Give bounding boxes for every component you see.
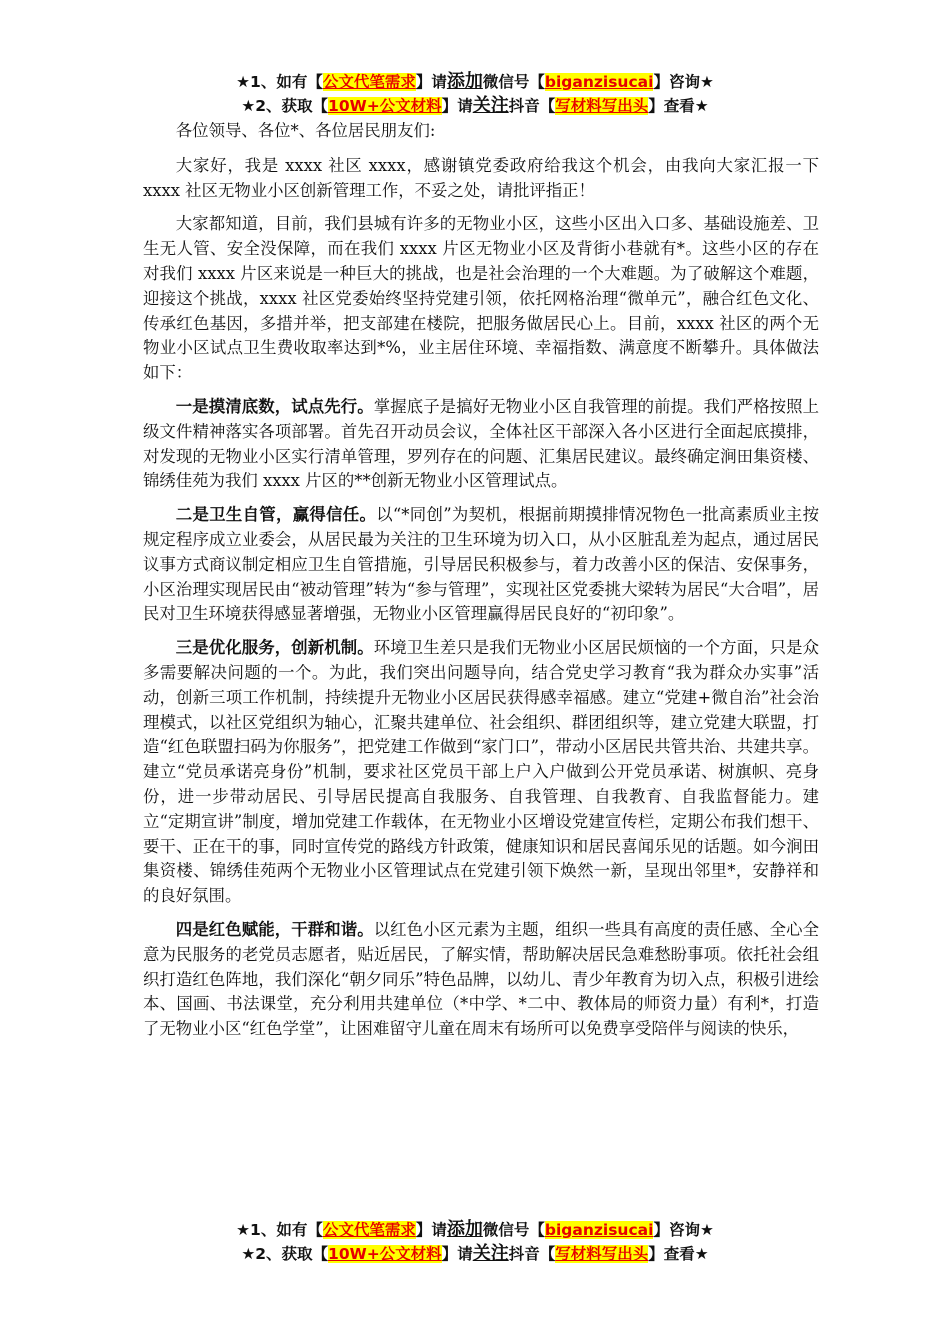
paragraph-point-4: 四是红色赋能，干群和谐。以红色小区元素为主题，组织一些具有高度的责任感、全心全意为民服务的老党员志愿者，贴近居民，了解实情，帮助解决居民急难愁盼事项。依托社会组织打造红色阵地，我们深化“朝夕同乐”特色品牌，以幼儿、青少年教育为切入点，积极引进绘本、国画、书法课堂，充分利用共建单位（*中学、*二中、教体局的师资力量）有利*，打造了无物业小区“红色学堂”，让困难留守儿童在周末有场所可以免费享受陪伴与阅读的快乐， xyxy=(143,919,820,1039)
paragraph-point-1: 一是摸清底数，试点先行。掌握底子是搞好无物业小区自我管理的前提。我们严格按照上级文件精神落实各项部署。首先召开动员会议，全体社区干部深入各小区进行全面起底摸排，对发现的无物业小区实行清单管理，罗列存在的问题、汇集居民建议。最终确定涧田集资楼、锦绣佳苑为我们 xxxx 片区的**创新无物业小区管理试点。 xyxy=(143,396,820,491)
point-heading: 二是卫生自管，赢得信任。 xyxy=(175,505,377,525)
promo-banner-bottom xyxy=(0,1218,950,1266)
paragraph-point-2: 二是卫生自管，赢得信任。以“*同创”为契机，根据前期摸排情况物色一批高素质业主按规定程序成立业委会，从居民最为关注的卫生环境为切入口，从小区脏乱差为起点，通过居民议事方式商议制定相应卫生自管措施，引导居民积极参与，着力改善小区的保洁、安保事务，小区治理实现居民由“被动管理”转为“参与管理”，实现社区党委挑大梁转为居民“大合唱”，居民对卫生环境获得感显著增强，无物业小区管理赢得居民良好的“初印象”。 xyxy=(143,505,820,624)
document-body xyxy=(143,119,819,1051)
promo-line-2: ★2、获取【10W+公文材料】请关注抖音【写材料写出头】查看★ xyxy=(241,1243,709,1264)
promo-highlight-service: 公文代笔需求 xyxy=(322,1221,416,1239)
promo-highlight-service: 公文代笔需求 xyxy=(322,73,416,91)
promo-highlight-wechat-id: biganzisucai xyxy=(544,73,654,91)
promo-line-1: ★1、如有【公文代笔需求】请添加微信号【biganzisucai】咨询★ xyxy=(236,71,714,92)
promo-line-1: ★1、如有【公文代笔需求】请添加微信号【biganzisucai】咨询★ xyxy=(236,1219,714,1240)
paragraph-point-3: 三是优化服务，创新机制。环境卫生差只是我们无物业小区居民烦恼的一个方面，只是众多需要解决问题的一个。为此，我们突出问题导向，结合党史学习教育“我为群众办实事”活动，创新三项工作机制，持续提升无物业小区居民获得感幸福感。建立“党建+微自治”社会治理模式，以社区党组织为轴心，汇聚共建单位、社会组织、群团组织等，建立党建大联盟，打造“红色联盟扫码为你服务”，把党建工作做到“家门口”，带动小区居民共管共治、共建共享。建立“党员承诺亮身份”机制，要求社区党员干部上户入户做到公开党员承诺、树旗帜、亮身份，进一步带动居民、引导居民提高自我服务、自我管理、自我教育、自我监督能力。建立“定期宣讲”制度，增加党建工作载体，在无物业小区增设党建宣传栏，定期公布我们想干、要干、正在干的事，同时宣传党的路线方针政策，健康知识和居民喜闻乐见的话题。如今涧田集资楼、锦绣佳苑两个无物业小区管理试点在党建引领下焕然一新，呈现出邻里*，安静祥和的良好氛围。 xyxy=(143,638,820,906)
promo-line-2: ★2、获取【10W+公文材料】请关注抖音【写材料写出头】查看★ xyxy=(241,95,709,116)
salutation: 各位领导、各位*、各位居民朋友们: xyxy=(175,121,436,140)
paragraph-greeting: 大家好，我是 xxxx 社区 xxxx，感谢镇党委政府给我这个机会，由我向大家汇报一下 xxxx 社区无物业小区创新管理工作，不妥之处，请批评指正！ xyxy=(143,155,819,200)
promo-highlight-materials: 10W+公文材料 xyxy=(328,97,442,115)
paragraph-background: 大家都知道，目前，我们县城有许多的无物业小区，这些小区出入口多、基础设施差、卫生无人管、安全没保障，而在我们 xxxx 片区无物业小区及背街小巷就有*。这些小区的存在对我们 xxxx 片区来说是一种巨大的挑战，也是社会治理的一个大难题。为了破解这个难题，迎接这个挑战，xxxx 社区党委始终坚持党建引领，依托网格治理“微单元”，融合红色文化、传承红色基因，多措并举，把支部建在楼院，把服务做居民心上。目前，xxxx 社区的两个无物业小区试点卫生费收取率达到*%，业主居住环境、幸福指数、满意度不断攀升。具体做法如下： xyxy=(143,214,819,383)
point-heading: 三是优化服务，创新机制。 xyxy=(175,638,374,658)
promo-highlight-wechat-id: biganzisucai xyxy=(544,1221,654,1239)
point-heading: 一是摸清底数，试点先行。 xyxy=(175,396,374,416)
point-heading: 四是红色赋能，干群和谐。 xyxy=(175,919,374,939)
promo-highlight-douyin-account: 写材料写出头 xyxy=(555,97,649,115)
promo-highlight-materials: 10W+公文材料 xyxy=(328,1245,442,1263)
promo-banner-top xyxy=(0,70,950,118)
promo-highlight-douyin-account: 写材料写出头 xyxy=(555,1245,649,1263)
